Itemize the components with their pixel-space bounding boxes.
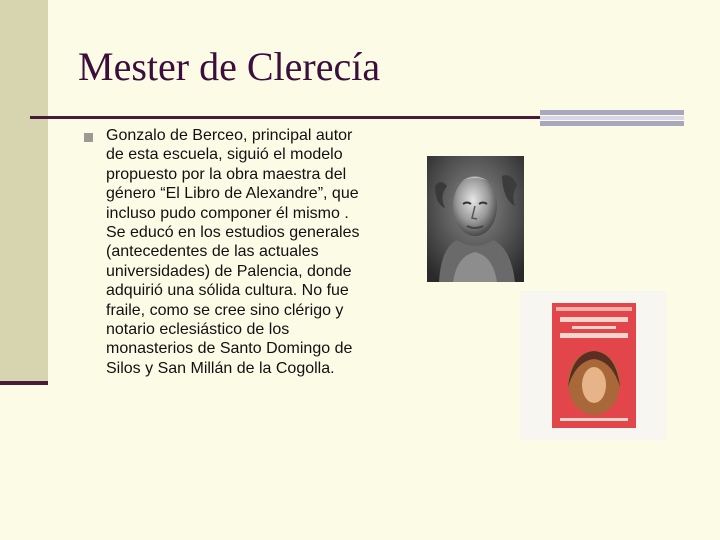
portrait-image [427, 156, 524, 282]
accent-bar [540, 110, 684, 126]
title-divider [30, 116, 540, 119]
left-decor-bar [0, 0, 48, 383]
slide-title: Mester de Clerecía [78, 44, 381, 89]
book-cover-image [520, 291, 666, 440]
left-decor-line [0, 381, 48, 385]
bullet-text: Gonzalo de Berceo, principal autor de esta escuela, siguió el modelo propuesto por la obra maestra del género “El Libro de Alexandre”, que incluso pudo componer él mismo . Se educó en los estudios generales (antecedentes de las actuales universidades) de Palencia, donde adquirió una sólida cultura. No fue fraile, como se cree sino clérigo y notario eclesiástico de los monasterios de Santo Domingo de Silos y San Millán de la Cogolla. [106, 127, 360, 377]
bullet-square-icon [84, 133, 93, 142]
